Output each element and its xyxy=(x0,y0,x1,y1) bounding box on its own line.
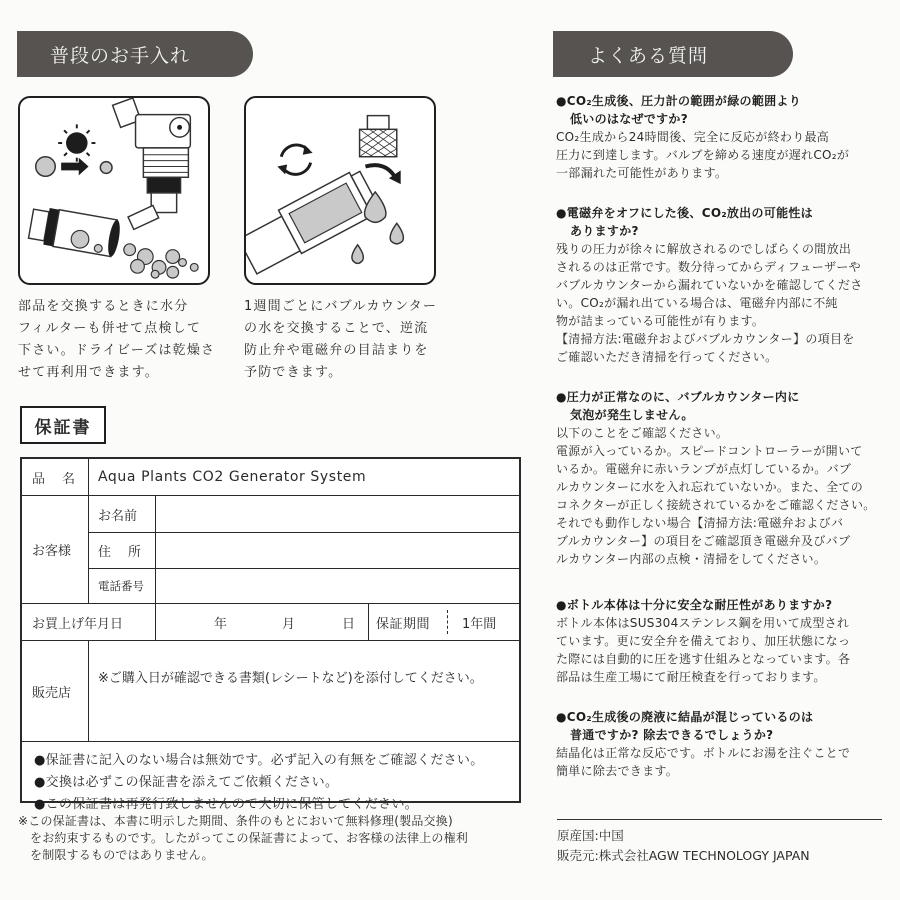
answer-line: されるのは正常です。数分待ってからディフューザーや xyxy=(556,260,861,274)
answer-line: い。CO₂が漏れ出ている場合は、電磁弁内部に不純 xyxy=(556,296,838,310)
bubble-counter-icon xyxy=(246,98,434,283)
bubble-counter-illustration-panel xyxy=(244,96,436,285)
faq-item-crystals xyxy=(556,708,886,780)
purchase-date-label: お買上げ年月日 xyxy=(32,616,124,632)
caption-line: 予防できます。 xyxy=(244,365,343,380)
origin-country: 原産国:中国 xyxy=(557,828,624,843)
caption-line: 防止弁や電磁弁の目詰まりを xyxy=(244,343,429,358)
warranty-note xyxy=(34,750,519,772)
answer-line: 部品は生産工場にて耐圧検査を行っております。 xyxy=(556,670,826,684)
answer-line: いるか。電磁弁に赤いランプが点灯しているか。バブ xyxy=(556,462,852,476)
answer-line: 以下のことをご確認ください。 xyxy=(556,426,729,440)
question-line: ●電磁弁をオフにした後、CO₂放出の可能性は xyxy=(556,206,813,220)
answer-line: バブルカウンターから漏れていないかを確認してくださ xyxy=(556,278,863,292)
name-field[interactable] xyxy=(157,498,517,530)
question-line: ●圧力が正常なのに、バブルカウンター内に xyxy=(556,390,800,404)
customer-block xyxy=(22,496,519,604)
answer-line: 結晶化は正常な反応です。ボトルにお湯を注ぐことで xyxy=(556,746,851,760)
regulator-drybeads-illustration-panel xyxy=(18,96,210,285)
store-note: ※ご購入日が確認できる書類(レシートなど)を添付してください。 xyxy=(98,670,483,686)
store-row xyxy=(22,641,519,742)
footer-divider xyxy=(557,819,882,820)
question-line: 気泡が発生しません。 xyxy=(570,408,694,422)
answer-line: ています。更に安全弁を備えており、加圧状態になっ xyxy=(556,634,851,648)
bullet-icon: ● xyxy=(34,753,46,768)
answer-line: CO₂生成から24時間後、完全に反応が終わり最高 xyxy=(556,130,830,144)
faq-question xyxy=(556,596,886,614)
faq-item-bottle-pressure xyxy=(556,596,886,686)
warranty-notes xyxy=(22,742,519,816)
note-text: 保証書に記入のない場合は無効です。必ず記入の有無をご確認ください。 xyxy=(45,753,484,768)
care-caption-bubble-counter xyxy=(244,296,449,384)
faq-item-solenoid-off xyxy=(556,204,886,366)
question-line: ありますか? xyxy=(570,224,639,238)
question-line: 普通ですか? 除去できるでしょうか? xyxy=(570,728,774,742)
note-text: 交換は必ずこの保証書を添えてご依頼ください。 xyxy=(45,775,339,790)
month-label: 月 xyxy=(282,616,296,632)
store-label: 販売店 xyxy=(32,685,72,701)
faq-heading-band xyxy=(553,31,793,77)
day-label: 日 xyxy=(342,616,356,632)
answer-line: 物が詰まっている可能性が有ります。 xyxy=(556,314,765,328)
question-line: ●CO₂生成後、圧力計の範囲が緑の範囲より xyxy=(556,94,802,108)
phone-field[interactable] xyxy=(157,570,517,602)
name-label: お名前 xyxy=(98,508,138,524)
answer-line: ボトル本体はSUS304ステンレス鋼を用いて成型され xyxy=(556,616,850,630)
note-text: この保証書は再発行致しませんので大切に保管してください。 xyxy=(45,797,419,812)
footer-info xyxy=(557,826,810,866)
warranty-table xyxy=(20,457,521,812)
warranty-note xyxy=(34,772,519,794)
warranty-footnote xyxy=(18,813,528,864)
question-line: ●ボトル本体は十分に安全な耐圧性がありますか? xyxy=(556,598,833,612)
address-field[interactable] xyxy=(157,534,517,566)
faq-question xyxy=(556,388,886,424)
faq-heading: よくある質問 xyxy=(588,44,709,67)
caption-line: 部品を交換するときに水分 xyxy=(18,299,189,314)
footnote-line: をお約束するものです。したがってこの保証書によって、お客様の法律上の権利 xyxy=(30,831,469,845)
faq-item-pressure-low xyxy=(556,92,886,182)
answer-line: ルカウンター内部の点検・清掃をしてください。 xyxy=(556,552,827,566)
customer-label: お客様 xyxy=(32,544,72,559)
year-label: 年 xyxy=(214,616,228,632)
warranty-title: 保証書 xyxy=(20,406,106,444)
care-caption-drybeads xyxy=(18,296,223,384)
product-value: Aqua Plants CO2 Generator System xyxy=(98,469,367,485)
faq-question xyxy=(556,92,886,128)
bullet-icon: ● xyxy=(34,775,46,790)
faq-item-no-bubbles xyxy=(556,388,886,568)
answer-line: コネクターが正しく接続されているかをご確認ください。 xyxy=(556,498,876,512)
purchase-date-row xyxy=(22,604,519,641)
question-line: ●CO₂生成後の廃液に結晶が混じっているのは xyxy=(556,710,814,724)
answer-line: それでも動作しない場合【清掃方法:電磁弁およびバ xyxy=(556,516,844,530)
seller: 販売元:株式会社AGW TECHNOLOGY JAPAN xyxy=(557,848,810,863)
faq-question xyxy=(556,708,886,744)
answer-line: 一部漏れた可能性があります。 xyxy=(556,166,728,180)
warranty-period-value: 1年間 xyxy=(462,616,497,632)
answer-line: ご確認いただき清掃を行ってください。 xyxy=(556,350,778,364)
caption-line: フィルターも併せて点検して xyxy=(18,321,202,336)
answer-line: 圧力に到達します。バルブを締める速度が遅れCO₂が xyxy=(556,148,850,162)
footnote-line: を制限するものではありません。 xyxy=(30,848,214,862)
caption-line: 1週間ごとにバブルカウンター xyxy=(244,299,438,314)
care-heading-band xyxy=(17,31,253,77)
caption-line: 下さい。ドライビーズは乾燥さ xyxy=(18,343,216,358)
regulator-drybeads-icon xyxy=(20,98,208,283)
product-row xyxy=(22,459,519,496)
footnote-line: ※この保証書は、本書に明示した期間、条件のもとにおいて無料修理(製品交換) xyxy=(18,814,453,828)
caption-line: の水を交換することで、逆流 xyxy=(244,321,429,336)
answer-line: ブルカウンター】の項目をご確認頂き電磁弁及びバブ xyxy=(556,534,851,548)
phone-label: 電話番号 xyxy=(98,579,144,593)
warranty-period-label: 保証期間 xyxy=(376,616,431,632)
answer-line: 簡単に除去できます。 xyxy=(556,764,679,778)
bullet-icon: ● xyxy=(34,797,46,812)
product-label: 品 名 xyxy=(32,471,78,487)
answer-line: 電源が入っているか。スピードコントローラーが開いて xyxy=(556,444,863,458)
faq-question xyxy=(556,204,886,240)
answer-line: 残りの圧力が徐々に解放されるのでしばらくの間放出 xyxy=(556,242,852,256)
question-line: 低いのはなぜですか? xyxy=(570,112,688,126)
answer-line: 【清掃方法:電磁弁およびバブルカウンター】の項目を xyxy=(556,332,855,346)
care-heading: 普段のお手入れ xyxy=(50,44,191,67)
answer-line: ルカウンターに水を入れ忘れていないか。また、全ての xyxy=(556,480,864,494)
address-label: 住 所 xyxy=(98,544,144,560)
caption-line: せて再利用できます。 xyxy=(18,365,159,380)
answer-line: た際には自動的に圧を逃す仕組みとなっています。各 xyxy=(556,652,851,666)
